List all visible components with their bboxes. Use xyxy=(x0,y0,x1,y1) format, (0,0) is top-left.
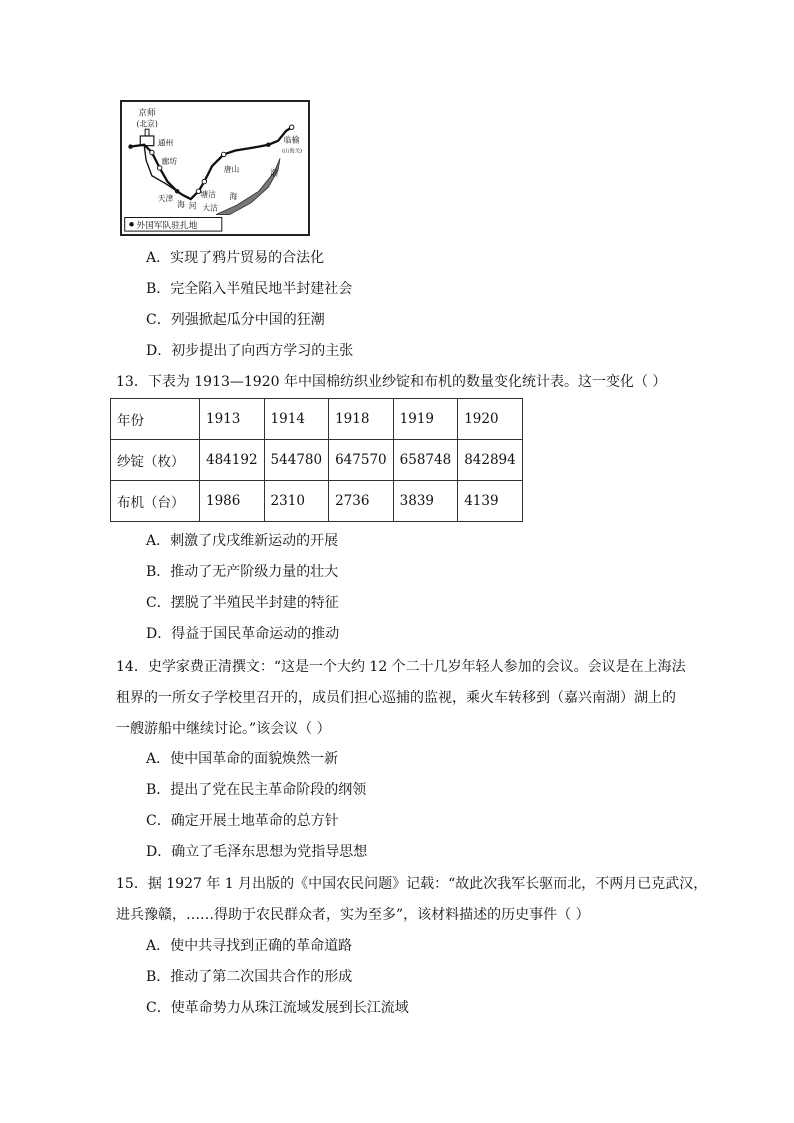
q13-statistics-table xyxy=(110,398,523,522)
map-drawing xyxy=(122,102,308,234)
table-cell: 647570 xyxy=(329,440,394,481)
q14-option-d: D．确立了毛泽东思想为党指导思想 xyxy=(146,844,368,860)
label-capital: 京师 xyxy=(138,108,156,119)
q15-stem-line-1: 15．据 1927 年 1 月出版的《中国农民问题》记载：“故此次我军长驱而北，不两月已克武汉， xyxy=(116,876,708,892)
legend-text: 外国军队驻扎地 xyxy=(136,221,198,232)
table-cell: 纱锭（枚） xyxy=(111,440,200,481)
table-cell: 544780 xyxy=(264,440,329,481)
q12-option-d: D．初步提出了向西方学习的主张 xyxy=(146,343,354,359)
table-row xyxy=(111,399,523,440)
station-dot xyxy=(289,125,293,129)
table-cell: 1986 xyxy=(200,481,265,522)
q14-option-a: A．使中国革命的面貌焕然一新 xyxy=(146,751,339,767)
q13-option-b: B．推动了无产阶级力量的壮大 xyxy=(146,564,339,580)
label-shanhaiguan: (山海关) xyxy=(281,148,303,155)
table-cell: 658748 xyxy=(393,440,458,481)
table-row xyxy=(111,440,523,481)
table-cell: 1919 xyxy=(393,399,458,440)
q12-option-b: B．完全陷入半殖民地半封建社会 xyxy=(146,281,353,297)
table-cell: 3839 xyxy=(393,481,458,522)
q14-option-c: C．确定开展土地革命的总方针 xyxy=(146,813,339,829)
label-dagu: 大沽 xyxy=(202,203,218,213)
q15-option-c: C．使革命势力从珠江流域发展到长江流域 xyxy=(146,1000,409,1016)
q15-option-b: B．推动了第二次国共合作的形成 xyxy=(146,969,353,985)
station-dot xyxy=(150,150,154,154)
label-tangshan: 唐山 xyxy=(223,164,240,174)
label-he: 河 xyxy=(188,201,197,211)
label-sea: 海 xyxy=(229,192,238,202)
station-dot xyxy=(128,144,132,148)
table-cell: 484192 xyxy=(200,440,265,481)
capital-gate-marker xyxy=(145,129,149,136)
label-capital-alt: (北京) xyxy=(136,119,158,129)
table-row xyxy=(111,481,523,522)
railway-map-figure xyxy=(120,100,310,236)
table-cell: 842894 xyxy=(458,440,523,481)
q14-stem-line-1: 14．史学家费正清撰文：“这是一个大约 12 个二十几岁年轻人参加的会议。会议是在上海法 xyxy=(116,659,686,675)
table-cell: 年份 xyxy=(111,399,200,440)
table-cell: 1914 xyxy=(264,399,329,440)
table-cell: 2736 xyxy=(329,481,394,522)
station-dot xyxy=(157,166,161,170)
q13-option-d: D．得益于国民革命运动的推动 xyxy=(146,626,340,642)
q14-option-b: B．提出了党在民主革命阶段的纲领 xyxy=(146,782,367,798)
label-langfang: 廊坊 xyxy=(161,157,178,167)
q12-option-c: C．列强掀起瓜分中国的狂潮 xyxy=(146,312,325,328)
q14-stem-line-3: 一艘游船中继续讨论。”该会议（ ） xyxy=(116,721,331,737)
station-dot xyxy=(175,189,179,193)
table-cell: 布机（台） xyxy=(111,481,200,522)
station-dot xyxy=(266,142,270,146)
table-cell: 1920 xyxy=(458,399,523,440)
legend-dot xyxy=(129,222,133,226)
q12-option-a: A．实现了鸦片贸易的合法化 xyxy=(146,250,325,266)
q13-option-a: A．刺激了戊戌维新运动的开展 xyxy=(146,533,339,549)
label-tanggu: 塘沽 xyxy=(200,190,216,200)
q15-option-a: A．使中共寻找到正确的革命道路 xyxy=(146,938,353,954)
table-cell: 1918 xyxy=(329,399,394,440)
label-tongzhou: 通州 xyxy=(157,138,174,148)
q14-stem-line-2: 租界的一所女子学校里召开的，成员们担心巡捕的监视，乘火车转移到（嘉兴南湖）湖上的 xyxy=(116,690,676,706)
q13-option-c: C．摆脱了半殖民半封建的特征 xyxy=(146,595,339,611)
station-dot xyxy=(222,152,226,156)
label-tianjin: 天津 xyxy=(157,194,174,203)
label-haihe: 海 xyxy=(177,199,185,209)
label-linyu: 临榆 xyxy=(283,135,300,145)
q15-stem-line-2: 进兵豫赣，……得助于农民群众者，实为至多”，该材料描述的历史事件（ ） xyxy=(116,907,590,923)
station-dot xyxy=(202,179,206,183)
label-bohai: 渤 xyxy=(270,168,279,178)
q13-stem: 13．下表为 1913—1920 年中国棉纺织业纱锭和布机的数量变化统计表。这一变化（ ） xyxy=(116,374,667,390)
table-cell: 1913 xyxy=(200,399,265,440)
table-cell: 4139 xyxy=(458,481,523,522)
table-cell: 2310 xyxy=(264,481,329,522)
